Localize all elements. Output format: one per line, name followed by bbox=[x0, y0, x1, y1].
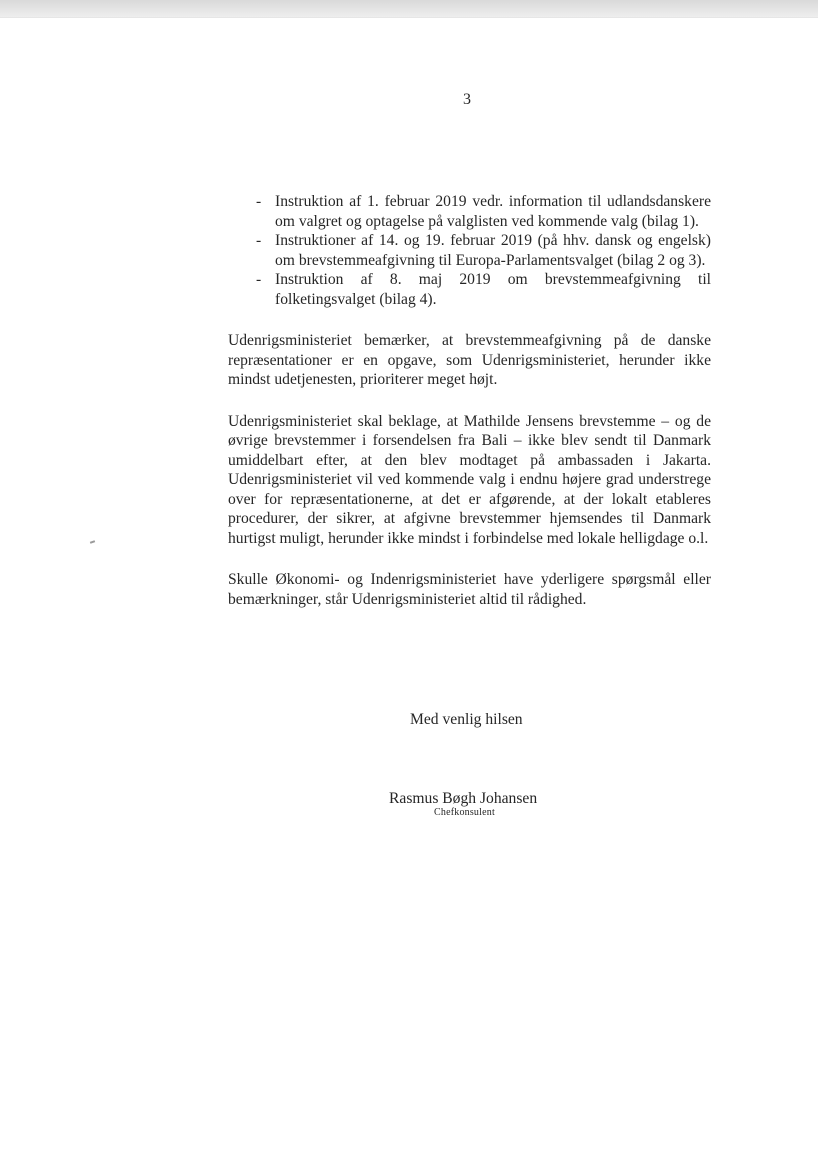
closing-greeting: Med venlig hilsen bbox=[410, 711, 523, 728]
paragraph-further-questions: Skulle Økonomi- og Indenrigsministeriet have yderligere spørgsmål eller bemærkninger, står Udenrigsministeriet altid til rådighed. bbox=[228, 571, 711, 608]
list-item bbox=[228, 270, 711, 309]
scan-edge bbox=[0, 0, 818, 18]
signatory-title: Chefkonsulent bbox=[434, 807, 495, 818]
bullet-dash: - bbox=[256, 271, 262, 288]
attachment-list bbox=[228, 192, 711, 309]
bullet-dash: - bbox=[256, 193, 262, 210]
paragraph-priority: Udenrigsministeriet bemærker, at brevstemmeafgivning på de danske repræsentationer er en opgave, som Udenrigsministeriet, herunder ikke mindst udetjenesten, prioriterer meget højt. bbox=[228, 332, 711, 388]
list-item-text: Instruktion af 1. februar 2019 vedr. information til udlandsdanskere om valgret og optagelse på valglisten ved kommende valg (bilag 1). bbox=[275, 193, 711, 230]
list-item-text: Instruktioner af 14. og 19. februar 2019 (på hhv. dansk og engelsk) om brevstemmeafgivning til Europa-Parlamentsvalget (bilag 2 og 3). bbox=[275, 232, 711, 269]
list-item-text: Instruktion af 8. maj 2019 om brevstemmeafgivning til folketingsvalget (bilag 4). bbox=[275, 271, 711, 308]
list-item bbox=[228, 192, 711, 231]
bullet-dash: - bbox=[256, 232, 262, 249]
page-number: 3 bbox=[463, 91, 471, 108]
list-item bbox=[228, 231, 711, 270]
scan-speck bbox=[90, 540, 95, 544]
letter-body bbox=[228, 192, 711, 609]
signatory-name: Rasmus Bøgh Johansen bbox=[389, 790, 538, 807]
paragraph-apology: Udenrigsministeriet skal beklage, at Mathilde Jensens brevstemme – og de øvrige brevstemmer i forsendelsen fra Bali – ikke blev sendt til Danmark umiddelbart efter, at den blev modtaget på ambassaden i Jakarta. Udenrigsministeriet vil ved kommende valg i endnu højere grad understrege over for repræsentationerne, at det er afgørende, at der lokalt etableres procedurer, der sikrer, at afgivne brevstemmer hjemsendes til Danmark hurtigst muligt, herunder ikke mindst i forbindelse med lokale helligdage o.l. bbox=[228, 412, 711, 547]
